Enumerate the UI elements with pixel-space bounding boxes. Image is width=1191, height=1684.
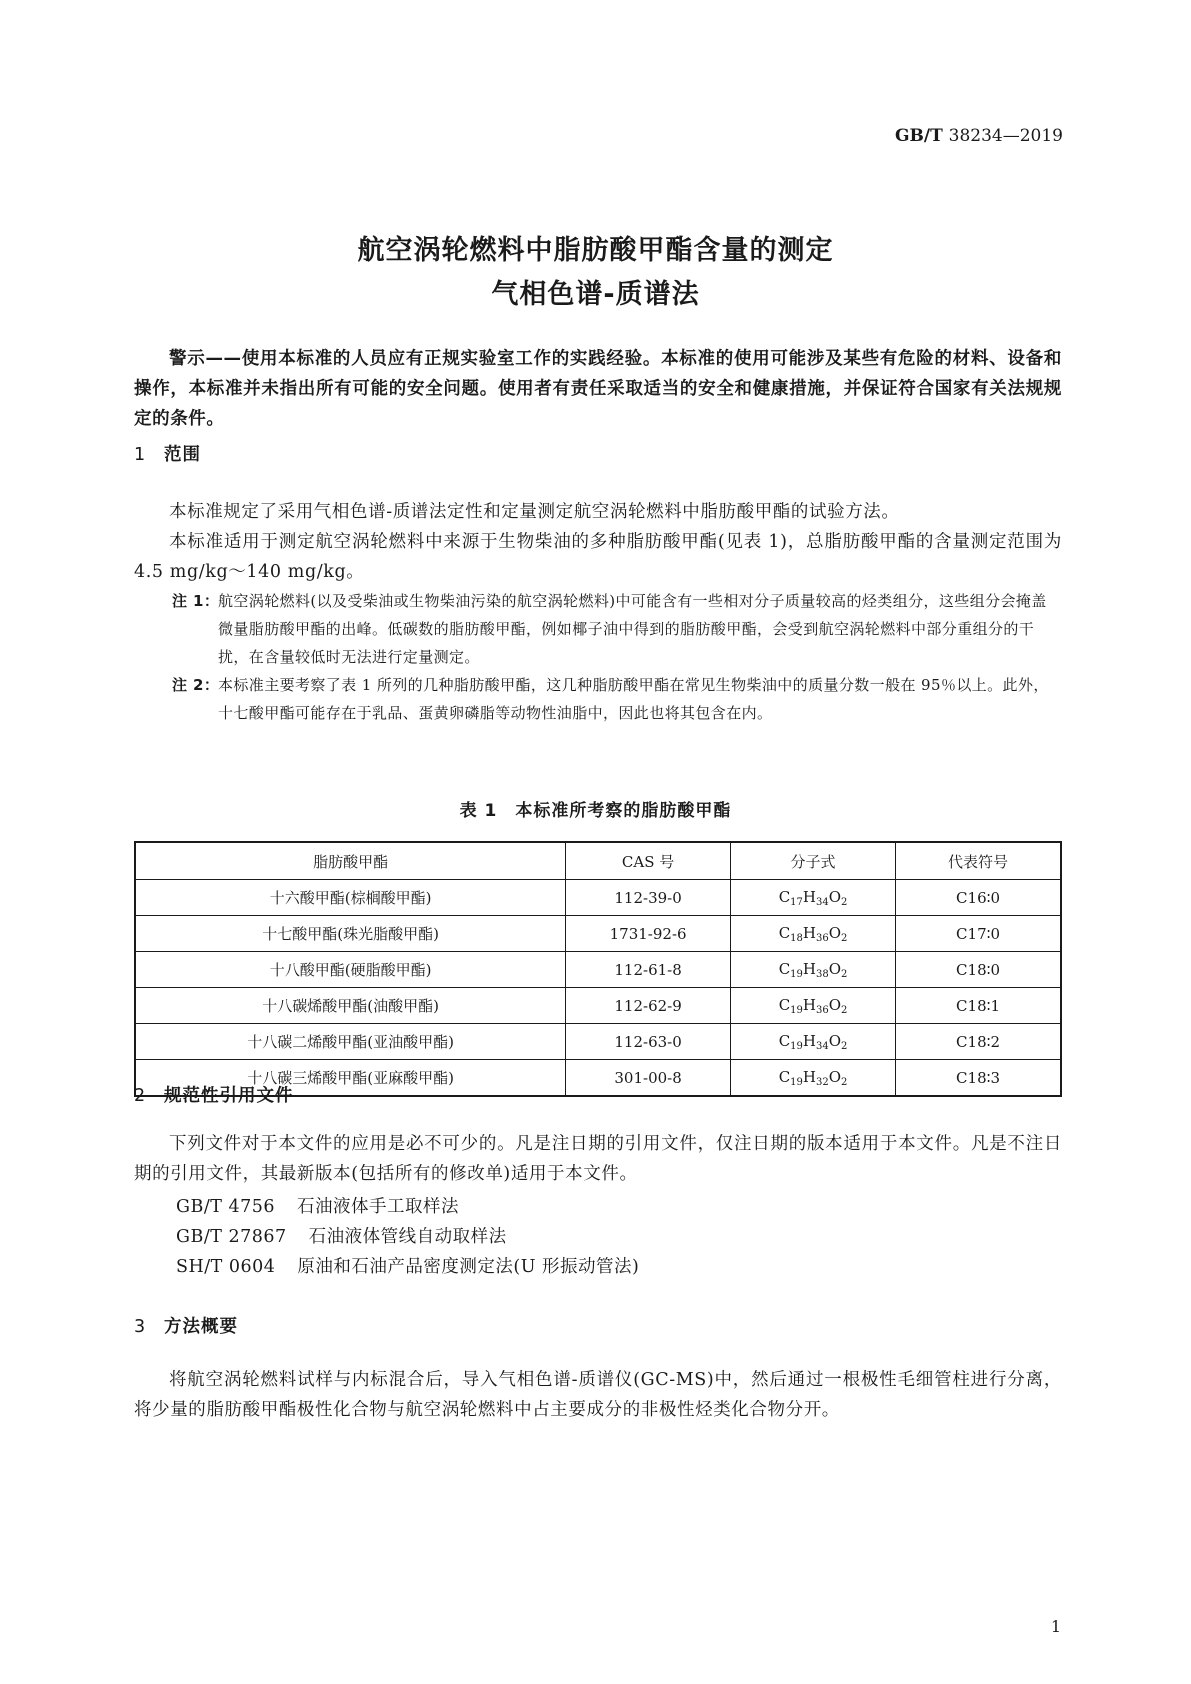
reference-title: 石油液体管线自动取样法 (308, 1227, 507, 1247)
table-row (135, 1024, 1061, 1060)
symbol-cell: C18∶1 (896, 988, 1061, 1024)
cas-number-cell: 112-61-8 (566, 952, 731, 988)
references-paragraph: 下列文件对于本文件的应用是必不可少的。凡是注日期的引用文件，仅注日期的版本适用于本文件。凡是不注日期的引用文件，其最新版本(包括所有的修改单)适用于本文件。 (134, 1134, 1062, 1184)
ester-name-cell: 十八碳三烯酸甲酯(亚麻酸甲酯) (135, 1060, 566, 1097)
symbol-cell: C18∶3 (896, 1060, 1061, 1097)
section-3-heading (134, 1313, 238, 1338)
molecular-formula-cell: $C_{19}H_{36}O_2$ (731, 988, 896, 1024)
warning-paragraph: 警示——使用本标准的人员应有正规实验室工作的实践经验。本标准的使用可能涉及某些有危险的材料、设备和操作，本标准并未指出所有可能的安全问题。使用者有责任采取适当的安全和健康措施，并保证符合国家有关法规规定的条件。 (134, 349, 1062, 429)
column-header: 代表符号 (896, 842, 1061, 880)
symbol-cell: C18∶2 (896, 1024, 1061, 1060)
section-number: 2 (134, 1086, 147, 1106)
section-number: 3 (134, 1317, 147, 1337)
note-1 (172, 587, 1062, 671)
note-label: 注 2： (172, 676, 220, 694)
column-header: 脂肪酸甲酯 (135, 842, 566, 880)
table-caption: 表 1 本标准所考察的脂肪酸甲酯 (459, 801, 732, 821)
note-2 (172, 671, 1062, 727)
reference-code: SH/T 0604 (176, 1257, 276, 1277)
molecular-formula-cell: $C_{17}H_{34}O_2$ (731, 880, 896, 916)
document-subtitle: 气相色谱-质谱法 (491, 279, 700, 310)
ester-name-cell: 十七酸甲酯(珠光脂酸甲酯) (135, 916, 566, 952)
column-header: CAS 号 (566, 842, 731, 880)
molecular-formula-cell: $C_{19}H_{34}O_2$ (731, 1024, 896, 1060)
scope-paragraph-2: 本标准适用于测定航空涡轮燃料中来源于生物柴油的多种脂肪酸甲酯(见表 1)，总脂肪酸甲酯的含量测定范围为 4.5 mg/kg～140 mg/kg。 (134, 532, 1062, 582)
standard-number-header (895, 126, 1063, 146)
cas-number-cell: 112-39-0 (566, 880, 731, 916)
molecular-formula-cell: $C_{19}H_{38}O_2$ (731, 952, 896, 988)
method-summary-paragraph: 将航空涡轮燃料试样与内标混合后，导入气相色谱-质谱仪(GC-MS)中，然后通过一根极性毛细管柱进行分离，将少量的脂肪酸甲酯极性化合物与航空涡轮燃料中占主要成分的非极性烃类化合物分开。 (134, 1370, 1062, 1420)
cas-number-cell: 112-63-0 (566, 1024, 731, 1060)
document-title: 航空涡轮燃料中脂肪酸甲酯含量的测定 (357, 235, 834, 266)
note-text: 航空涡轮燃料(以及受柴油或生物柴油污染的航空涡轮燃料)中可能含有一些相对分子质量较高的烃类组分，这些组分会掩盖微量脂肪酸甲酯的出峰。低碳数的脂肪酸甲酯，例如椰子油中得到的脂肪酸甲酯，会受到航空涡轮燃料中部分重组分的干扰，在含量较低时无法进行定量测定。 (218, 592, 1047, 666)
cas-number-cell: 301-00-8 (566, 1060, 731, 1097)
section-title: 范围 (164, 445, 201, 465)
ester-name-cell: 十六酸甲酯(棕榈酸甲酯) (135, 880, 566, 916)
table-row (135, 988, 1061, 1024)
symbol-cell: C18∶0 (896, 952, 1061, 988)
reference-item (176, 1253, 639, 1278)
reference-code: GB/T 27867 (176, 1227, 287, 1247)
ester-name-cell: 十八碳烯酸甲酯(油酸甲酯) (135, 988, 566, 1024)
symbol-cell: C17∶0 (896, 916, 1061, 952)
section-number: 1 (134, 445, 147, 465)
table-row (135, 952, 1061, 988)
ester-name-cell: 十八碳二烯酸甲酯(亚油酸甲酯) (135, 1024, 566, 1060)
section-2-heading (134, 1082, 294, 1107)
table-row (135, 880, 1061, 916)
molecular-formula-cell: $C_{18}H_{36}O_2$ (731, 916, 896, 952)
note-label: 注 1： (172, 592, 220, 610)
section-title: 规范性引用文件 (164, 1086, 294, 1106)
molecular-formula-cell: $C_{19}H_{32}O_2$ (731, 1060, 896, 1097)
table-header-row (135, 842, 1061, 880)
reference-item (176, 1193, 459, 1218)
table-row (135, 916, 1061, 952)
reference-code: GB/T 4756 (176, 1197, 276, 1217)
fame-table (134, 841, 1062, 1097)
cas-number-cell: 112-62-9 (566, 988, 731, 1024)
note-text: 本标准主要考察了表 1 所列的几种脂肪酸甲酯，这几种脂肪酸甲酯在常见生物柴油中的质量分数一般在 95％以上。此外，十七酸甲酯可能存在于乳品、蛋黄卵磷脂等动物性油脂中，因此也将其包含在内。 (218, 676, 1049, 722)
reference-title: 原油和石油产品密度测定法(U 形振动管法) (297, 1257, 640, 1277)
ester-name-cell: 十八酸甲酯(硬脂酸甲酯) (135, 952, 566, 988)
reference-item (176, 1223, 507, 1248)
page-number: 1 (1050, 1617, 1061, 1636)
standard-prefix: GB/T (894, 126, 943, 146)
reference-title: 石油液体手工取样法 (297, 1197, 460, 1217)
column-header: 分子式 (731, 842, 896, 880)
section-title: 方法概要 (164, 1317, 238, 1337)
symbol-cell: C16∶0 (896, 880, 1061, 916)
cas-number-cell: 1731-92-6 (566, 916, 731, 952)
scope-paragraph-1: 本标准规定了采用气相色谱-质谱法定性和定量测定航空涡轮燃料中脂肪酸甲酯的试验方法。 (169, 502, 900, 522)
section-1-heading (134, 441, 201, 466)
standard-code: 38234—2019 (948, 126, 1063, 146)
